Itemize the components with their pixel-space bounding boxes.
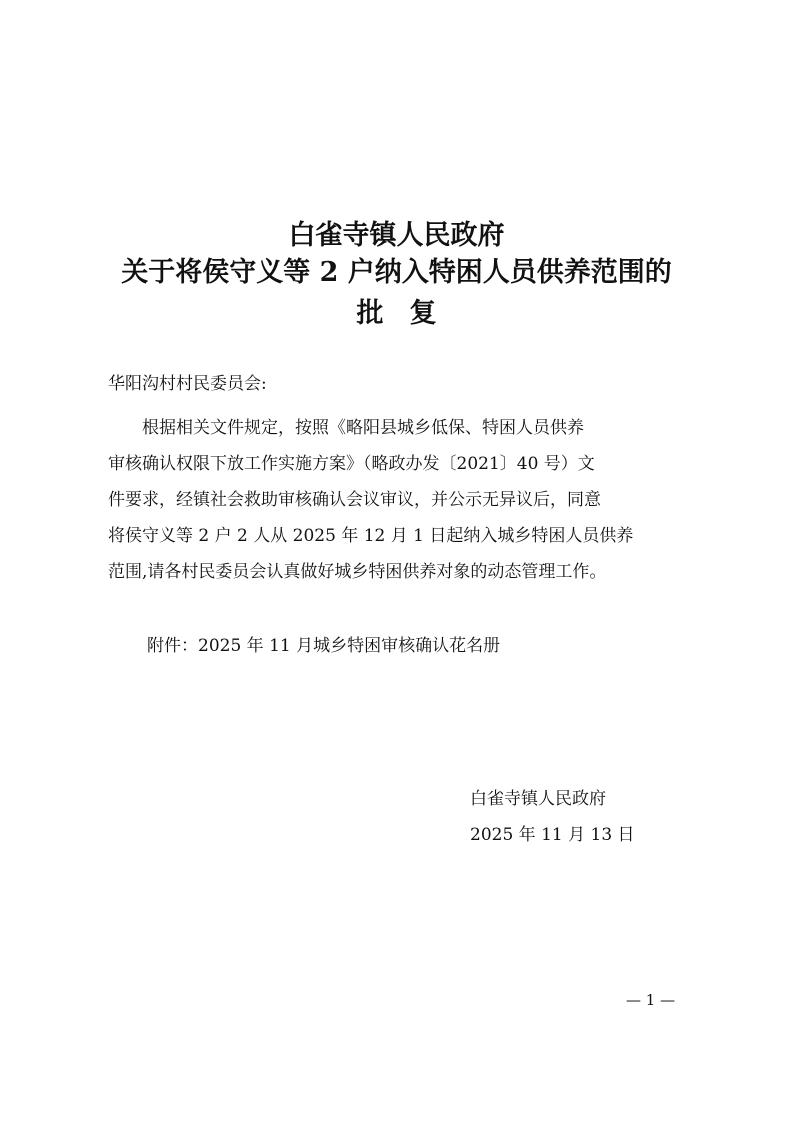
body-line: 件要求，经镇社会救助审核确认会议审议，并公示无异议后，同意: [108, 490, 601, 510]
addressee: 华阳沟村村民委员会:: [108, 374, 267, 394]
signature-organization: 白雀寺镇人民政府: [470, 789, 606, 809]
body-line: 审核确认权限下放工作实施方案》（略政办发〔2021〕40 号）文: [108, 454, 595, 474]
document-title-line-3: 批复: [356, 298, 463, 329]
body-line: 范围,请各村民委员会认真做好城乡特困供养对象的动态管理工作。: [108, 562, 607, 582]
page-number: — 1 —: [626, 991, 676, 1009]
body-line: 根据相关文件规定，按照《略阳县城乡低保、特困人员供养: [108, 418, 584, 438]
attachment-note: 附件：2025 年 11 月城乡特困审核确认花名册: [147, 636, 501, 656]
document-title-line-1: 白雀寺镇人民政府: [288, 220, 505, 251]
signature-date: 2025 年 11 月 13 日: [470, 825, 635, 845]
document-title-line-2: 关于将侯守义等 2 户纳入特困人员供养范围的: [121, 257, 672, 288]
body-line: 将侯守义等 2 户 2 人从 2025 年 12 月 1 日起纳入城乡特困人员供养: [108, 526, 634, 546]
body-paragraph: [108, 410, 698, 590]
